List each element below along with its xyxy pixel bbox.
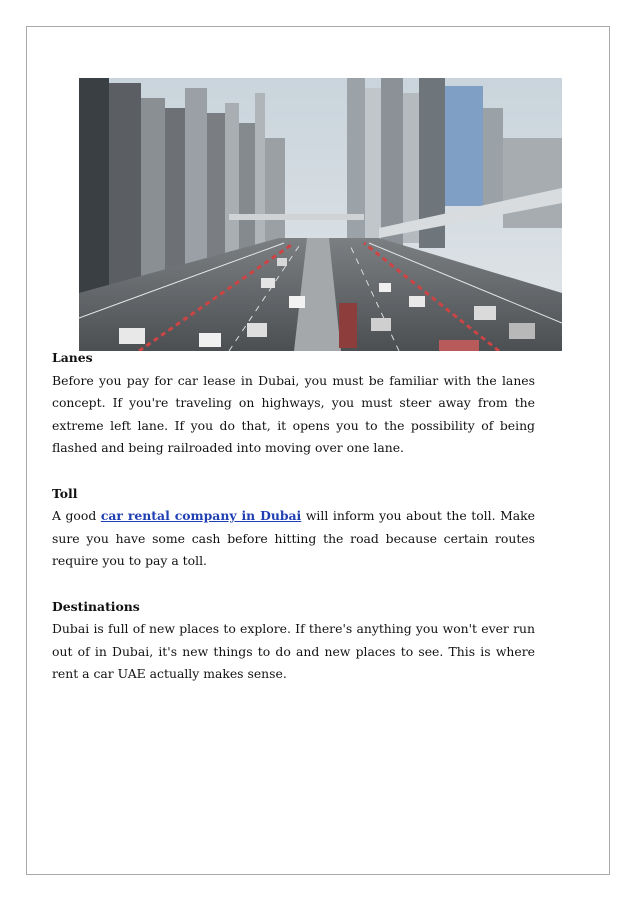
toll-text-before: A good — [52, 508, 101, 524]
highway-photo — [79, 78, 562, 351]
section-text: Dubai is full of new places to explore. If there's anything you won't ever run out of in Dubai, it's new things to do and new places to see. This is where rent a car UAE actually makes sense. — [52, 621, 535, 682]
section-heading: Lanes — [52, 350, 93, 365]
car-rental-link[interactable]: car rental company in Dubai — [100, 508, 302, 524]
section-heading: Destinations — [52, 598, 140, 614]
section-lanes — [52, 347, 535, 460]
toll-text-after: will inform you about the toll. Make sure you have some cash before hitting the road because certain routes require you to pay a toll. — [52, 508, 536, 569]
section-text: Before you pay for car lease in Dubai, you must be familiar with the lanes concept. If you're traveling on highways, you must steer away from the extreme left lane. If you do that, it opens you to the possibility of being flashed and being railroaded into moving over one lane. — [52, 372, 535, 456]
section-text — [52, 505, 535, 573]
document-body — [52, 347, 535, 709]
section-destinations — [52, 596, 535, 686]
section-toll — [52, 483, 535, 573]
section-heading: Toll — [52, 485, 78, 501]
